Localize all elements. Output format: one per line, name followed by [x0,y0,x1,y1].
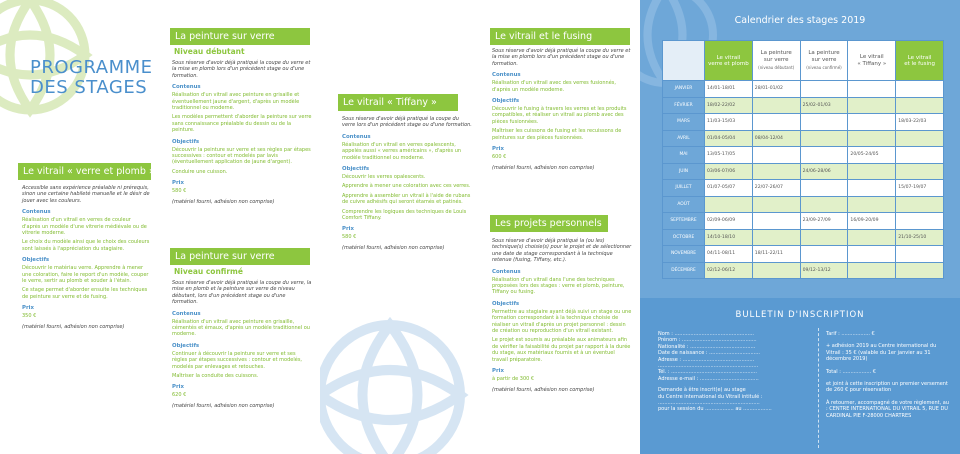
calendar-cell: 02/09-06/09 [705,213,753,230]
prix-note: (matériel fourni, adhésion non comprise) [172,403,275,410]
request-text: du Centre international du Vitrail intitulé : [658,393,763,400]
level-value: débutant [205,47,245,56]
calendar-cell [800,130,848,147]
calendar-cell: 09/12-13/12 [800,262,848,279]
calendar-cell [800,180,848,197]
contenus-heading: Contenus [492,72,521,79]
calendar-row [663,163,944,180]
form-field[interactable]: Prénom : ............................................... [658,337,757,344]
prix-heading: Prix [172,180,184,187]
calendar-row [663,262,944,279]
panel-programme [0,0,160,454]
calendar-row [663,180,944,197]
objectifs-item: Comprendre les logiques des techniques de Louis Comfort Tiffany. [342,208,467,222]
page-title [30,58,153,98]
objectifs-item: Permettre au stagiaire ayant déjà suivi un stage ou une formation correspondant à la technique choisie de réaliser un vitrail d'après un projet personnel : dessin de création ou reproduction d'un vitrail existant. [492,308,632,335]
section-title: Le vitrail « verre et plomb » [18,163,151,180]
calendar-cell: 18/11-22/11 [752,246,800,263]
panel-fusing [480,0,640,454]
intro-text: Accessible sans expérience préalable ni prérequis, sinon une certaine habileté manuelle et le désir de jouer avec les couleurs. [22,185,150,204]
calendar-cell [848,97,896,114]
intro-text: Sous réserve d'avoir déjà pratiqué la coupe du verre, la mise en plomb et la peinture sur verre de niveau débutant, lors d'un précédent stage ou d'une formation. [172,280,312,306]
calendar-cell [896,81,944,98]
calendar-month: MAI [663,147,705,164]
calendar-row [663,97,944,114]
calendar-cell [896,262,944,279]
panel-peinture [160,0,320,454]
calendar-cell [896,147,944,164]
section-title: Le vitrail et le fusing [490,28,630,45]
calendar-row [663,81,944,98]
contenus-heading: Contenus [342,133,371,140]
objectifs-item: Continuer à découvrir la peinture sur verre et ses règles par étapes successives : contour et modelés, modelés par enlevages et retouches. [172,350,303,370]
calendar-cell: 20/05-24/05 [848,147,896,164]
prix-value: 620 € [172,392,187,399]
objectifs-heading: Objectifs [172,342,200,349]
registration-fields [658,331,808,413]
contenus-item: Réalisation d'un vitrail en verres opalescents, appelés aussi « verres américains », d'après un modèle traditionnel ou moderne. [342,141,462,161]
title-line: DES STAGES [30,77,148,98]
form-field[interactable]: Tél. : ...................................................... [658,369,757,376]
section-title: La peinture sur verre [170,248,310,265]
level-value: confirmé [205,267,243,276]
calendar-cell [896,163,944,180]
header-note: (niveau débutant) [758,65,795,70]
calendar-cell [848,180,896,197]
calendar-month: NOVEMBRE [663,246,705,263]
objectifs-item: Découvrir le matériau verre. Apprendre à mener une coloration, faire le report d'un modèle, couper le verre, sertir au plomb et souder à l'étain. [22,265,149,285]
prix-value: 580 € [172,188,187,195]
calendar-cell: 28/01-01/02 [752,81,800,98]
prix-heading: Prix [492,146,504,153]
calendar-header [896,41,944,81]
calendar-month: JUIN [663,163,705,180]
header-note: (niveau confirmé) [806,65,842,70]
calendar-cell: 15/07-19/07 [896,180,944,197]
calendar-cell [896,246,944,263]
calendar-body [663,81,944,279]
objectifs-heading: Objectifs [492,98,520,105]
contenus-item: Réalisation d'un vitrail en verres de couleur d'après un modèle d'une vitrerie médiévale ou de vitrerie moderne. [22,217,147,237]
header-line: La peinture [760,50,792,56]
calendar-cell: 02/12-06/12 [705,262,753,279]
level-label [174,47,310,56]
calendar-header [800,41,848,81]
calendar-cell [896,196,944,213]
calendar-cell: 03/06-07/06 [705,163,753,180]
form-field[interactable]: Nationalité : ......................................... [658,343,756,350]
prix-value: 600 € [492,154,507,161]
header-line: et le fusing [904,60,935,67]
objectifs-item: Le projet est soumis au préalable aux animateurs afin de vérifier la faisabilité du projet par rapport à la durée du stage, aux matériaux fournis et à un éventuel travail préparatoire. [492,337,631,363]
calendar-cell [705,196,753,213]
calendar-corner [663,41,705,81]
calendar-cell [848,229,896,246]
objectifs-heading: Objectifs [492,300,520,307]
contenus-item: Réalisation d'un vitrail avec des verres fusionnés, d'après un modèle moderne. [492,80,616,93]
calendar-cell [848,130,896,147]
prix-value: à partir de 300 € [492,376,535,383]
section-title: La peinture sur verre [170,28,310,45]
calendar-header [705,41,753,81]
calendar-cell [752,229,800,246]
objectifs-item: Conduire une cuisson. [172,168,228,175]
section-title: Les projets personnels [490,215,608,232]
form-field[interactable]: Nom : .................................................. [658,331,755,337]
calendar-month: OCTOBRE [663,229,705,246]
header-line: Le vitrail [716,54,741,61]
prix-heading: Prix [172,384,184,391]
header-line: sur verre [811,57,837,63]
contenus-heading: Contenus [172,310,201,317]
calendar-row [663,229,944,246]
level-prefix: Niveau [174,47,206,56]
header-line: Le vitrail [859,53,884,60]
objectifs-item: Apprendre à mener une coloration avec ces verres. [342,183,471,190]
calendar-cell [752,147,800,164]
calendar-cell: 11/03-15/03 [705,114,753,131]
divider [818,328,819,448]
form-field[interactable]: Date de naissance : ................................ [658,350,760,357]
intro-text: Sous réserve d'avoir déjà pratiqué la (ou les) technique(s) choisie(s) pour le projet et de sélectionner une date de stage correspondant à la technique retenue (fusing, Tiffany, etc.). [492,238,632,264]
calendar-cell [752,262,800,279]
calendar-cell [752,196,800,213]
objectifs-item: Découvrir la peinture sur verre et ses règles par étapes successives : contour et modelés par lavis (éventuellement application de jaune d'argent). [172,146,311,166]
panel-calendar [640,0,960,454]
prix-note: (matériel fourni, adhésion non comprise) [492,387,595,394]
calendar-cell [848,262,896,279]
calendar-cell [752,163,800,180]
calendar-cell: 18/03-22/03 [896,114,944,131]
objectifs-heading: Objectifs [342,166,370,173]
prix-note: (matériel fourni, adhésion non comprise) [172,199,275,206]
prix-heading: Prix [22,305,34,312]
session-field[interactable]: pour la session du .................. au .................. [658,406,772,413]
adhesion-text: + adhésion 2019 au Centre international du Vitrail : 35 € (valable du 1er janvier au 31 décembre 2019) [826,343,937,363]
calendar-cell: 22/07-26/07 [752,180,800,197]
contenus-item: Les modèles permettent d'aborder la peinture sur verre sans connaissance préalable du dessin ou de la peinture. [172,114,312,134]
contenus-item: Réalisation d'un vitrail avec peinture en grisaille et éventuellement jaune d'argent, d'après un modèle traditionnel ou moderne. [172,92,300,112]
calendar-title: Calendrier des stages 2019 [734,15,866,26]
form-field[interactable]: Adresse e-mail : ..................................... [658,375,759,382]
calendar-cell: 14/01-18/01 [705,81,753,98]
calendar-month: MARS [663,114,705,131]
header-line: Le vitrail [907,54,932,61]
registration-payment [826,331,951,419]
calendar-cell: 08/04-12/04 [752,130,800,147]
calendar-row [663,213,944,230]
intro-text: Sous réserve d'avoir déjà pratiqué la coupe du verre et la mise en plomb lors d'un précédent stage ou d'une formation. [492,48,631,67]
form-field[interactable]: Adresse : ............................................. [658,356,755,363]
level-label [174,267,310,276]
form-field[interactable]: ............................................................... [658,363,759,370]
rose-window-ornament [320,300,480,454]
calendar-cell [848,196,896,213]
calendar-month: DÉCEMBRE [663,262,705,279]
calendar-cell [848,163,896,180]
calendar-row [663,114,944,131]
section-title: Le vitrail « Tiffany » [338,94,458,111]
tarif-field[interactable]: Tarif : .................. € [826,331,875,337]
contenus-heading: Contenus [22,209,51,216]
calendar-row [663,246,944,263]
contenus-heading: Contenus [492,268,521,275]
calendar-cell: 18/02-22/02 [705,97,753,114]
request-text: Demande à être inscrit(e) au stage [658,387,746,394]
contenus-item: Réalisation d'un vitrail avec peinture en grisaille, cémentés et émaux, d'après un modèle traditionnel ou moderne. [172,318,310,338]
calendar-month: AVRIL [663,130,705,147]
registration-title: BULLETIN D'INSCRIPTION [735,310,865,320]
registration-form [640,298,960,454]
objectifs-item: Maîtriser la conduite des cuissons. [172,373,259,380]
calendar-cell: 21/10-25/10 [896,229,944,246]
header-line: verre et plomb [708,60,749,67]
calendar-cell: 16/09-20/09 [848,213,896,230]
calendar-cell: 23/09-27/09 [800,213,848,230]
calendar-cell [800,246,848,263]
return-address: À retourner, accompagné de votre règlement, au : CENTRE INTERNATIONAL DU VITRAIL 5, RUE DU CARDINAL PIE F-28000 CHARTRES [826,399,949,419]
prix-value: 580 € [342,234,357,241]
calendar-header [752,41,800,81]
calendar-cell [896,130,944,147]
contenus-item: Le choix du modèle ainsi que le choix des couleurs sont laissés à l'appréciation du stagiaire. [22,239,150,252]
header-line: « Tiffany » [857,60,887,67]
prix-note: (matériel fourni, adhésion non comprise) [22,324,125,331]
prix-note: (matériel fourni, adhésion non comprise) [492,165,595,172]
calendar-cell: 01/07-05/07 [705,180,753,197]
calendar-month: JANVIER [663,81,705,98]
title-line: PROGRAMME [30,57,153,78]
deposit-text: et joint à cette inscription un premier versement de 260 € pour réservation [826,381,948,394]
calendar-row [663,130,944,147]
objectifs-item: Découvrir le fusing à travers les verres et les produits compatibles, et réaliser un vitrail au plomb avec des pièces fusionnées. [492,106,627,125]
calendar-cell: 04/11-08/11 [705,246,753,263]
prix-note: (matériel fourni, adhésion non comprise) [342,245,445,252]
calendar-cell: 14/10-18/10 [705,229,753,246]
calendar-cell: 01/04-05/04 [705,130,753,147]
contenus-item: Réalisation d'un vitrail dans l'une des techniques proposées lors des stages : verre et plomb, peinture, Tiffany ou fusing. [492,276,625,296]
contenus-heading: Contenus [172,84,201,91]
calendar-header [848,41,896,81]
level-prefix: Niveau [174,267,206,276]
calendar-row [663,196,944,213]
objectifs-item: Apprendre à assembler un vitrail à l'aide de rubans de cuivre adhésifs qui seront étamés et patinés. [342,192,471,206]
calendar-month: FÉVRIER [663,97,705,114]
calendar-cell: 13/05-17/05 [705,147,753,164]
calendar-row [663,147,944,164]
prix-heading: Prix [342,226,354,233]
calendar-cell [896,213,944,230]
calendar-cell [800,196,848,213]
calendar-cell [896,97,944,114]
calendar-cell [800,147,848,164]
calendar-cell: 24/06-28/06 [800,163,848,180]
total-field[interactable]: Total : .................. € [826,368,876,375]
header-line: La peinture [808,50,840,56]
calendar-cell [752,114,800,131]
objectifs-item: Ce stage permet d'aborder ensuite les techniques de peinture sur verre et de fusing. [22,287,148,300]
calendar-cell [800,114,848,131]
calendar-cell [800,229,848,246]
calendar-cell [848,114,896,131]
calendar-month: SEPTEMBRE [663,213,705,230]
calendar-month: JUILLET [663,180,705,197]
calendar-cell [752,213,800,230]
objectifs-item: Maîtriser les cuissons de fusing et les recuissons de peintures sur des pièces fusionnées. [492,128,622,141]
objectifs-heading: Objectifs [172,138,200,145]
calendar-cell: 25/02-01/03 [800,97,848,114]
intro-text: Sous réserve d'avoir déjà pratiqué la coupe du verre et la mise en plomb lors d'un précédent stage ou d'une formation. [172,60,311,79]
objectifs-heading: Objectifs [22,257,50,264]
calendar-table [662,40,944,279]
calendar-cell [848,81,896,98]
prix-value: 350 € [22,313,37,320]
prix-heading: Prix [492,368,504,375]
calendar-cell [800,81,848,98]
panel-tiffany [320,0,480,454]
calendar-cell [848,246,896,263]
intro-text: Sous réserve d'avoir déjà pratiqué la coupe du verre lors d'un précédent stage ou d'une formation. [342,116,472,129]
calendar-month: AOÛT [663,196,705,213]
form-field[interactable]: ................................................................ [658,400,760,407]
calendar-cell [752,97,800,114]
header-line: sur verre [763,57,789,63]
objectifs-item: Découvrir les verres opalescents. [342,174,426,181]
